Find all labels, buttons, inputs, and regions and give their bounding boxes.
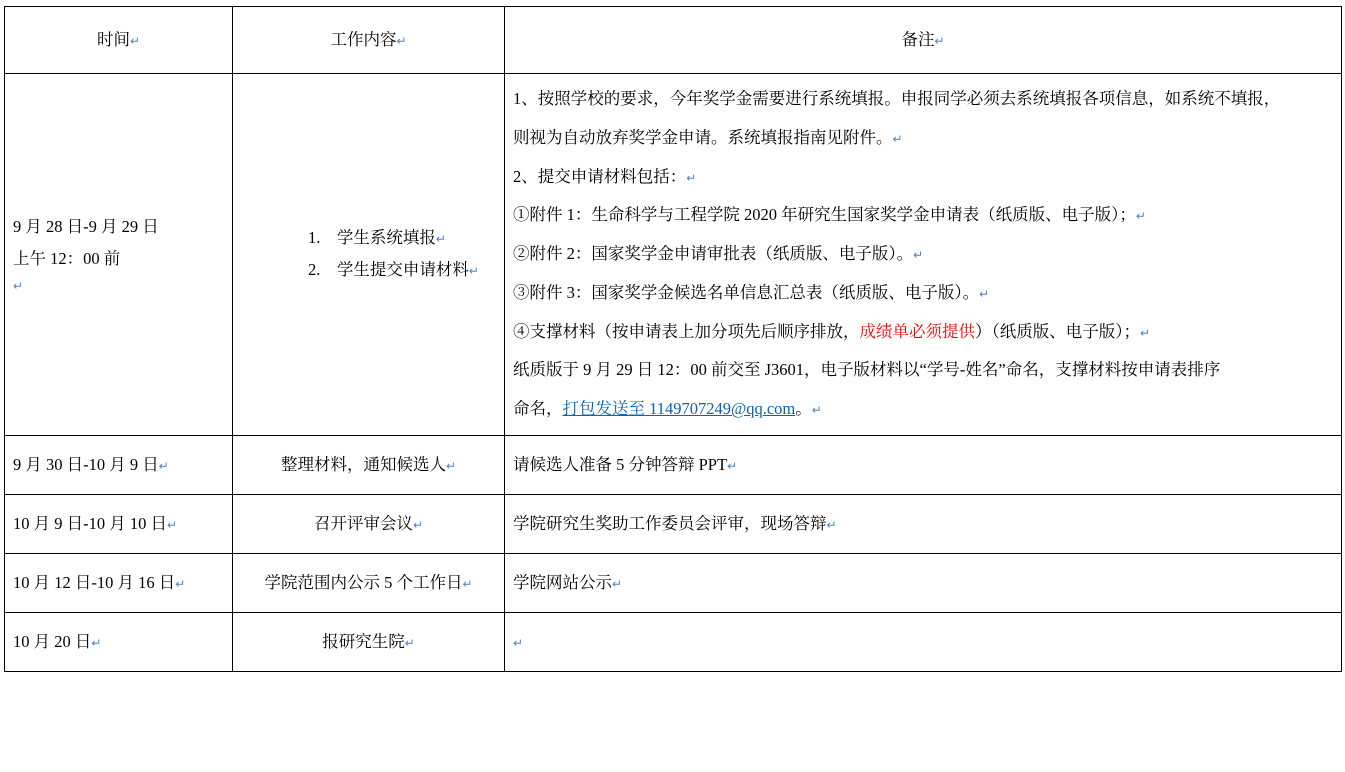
- work-item-label: 2. 学生提交申请材料: [308, 260, 469, 280]
- pilcrow-mark: ↵: [934, 33, 945, 48]
- pilcrow-mark: ↵: [435, 232, 446, 247]
- table-row: [5, 553, 1342, 612]
- note-text: 。: [795, 399, 812, 419]
- column-header-note: [505, 7, 1342, 74]
- cell-note: [505, 612, 1342, 671]
- pilcrow-mark: ↵: [462, 576, 473, 591]
- time-line: 9 月 28 日-9 月 29 日: [13, 216, 159, 236]
- work-label: 整理材料，通知候选人: [280, 454, 446, 474]
- column-header-time: [5, 7, 233, 74]
- work-label: 召开评审会议: [313, 513, 413, 533]
- note-text: 命名，: [513, 399, 563, 419]
- cell-time: [5, 74, 233, 436]
- column-header-time-label: 时间: [96, 29, 130, 49]
- cell-time: [5, 435, 233, 494]
- table-row: [5, 612, 1342, 671]
- note-highlight-text: 成绩单必须提供: [859, 321, 975, 341]
- note-text: 1、按照学校的要求，今年奖学金需要进行系统填报。申报同学必须去系统填报各项信息，如系统不填报，: [513, 89, 1281, 108]
- note-paragraph: [513, 390, 1333, 429]
- pilcrow-mark: ↵: [513, 635, 524, 650]
- pilcrow-mark: ↵: [412, 517, 424, 532]
- pilcrow-mark: ↵: [167, 517, 178, 532]
- table-row: [5, 435, 1342, 494]
- note-paragraph: [513, 158, 1333, 197]
- note-text: 2、提交申请材料包括：: [513, 166, 687, 186]
- column-header-note-label: 备注: [901, 29, 935, 49]
- note-paragraph: [513, 80, 1333, 119]
- pilcrow-mark: ↵: [13, 278, 24, 293]
- column-header-work: [233, 7, 505, 74]
- cell-note: [505, 435, 1342, 494]
- pilcrow-mark: ↵: [826, 517, 837, 532]
- pilcrow-mark: ↵: [129, 33, 141, 48]
- note-paragraph: [513, 235, 1333, 274]
- cell-work: [233, 553, 505, 612]
- note-label: 学院网站公示: [513, 572, 612, 592]
- pilcrow-mark: ↵: [404, 635, 415, 650]
- pilcrow-mark: ↵: [811, 403, 822, 418]
- table-row: [5, 74, 1342, 436]
- note-text: ④支撑材料（按申请表上加分项先后顺序排放，: [513, 321, 860, 341]
- note-paragraph: [513, 313, 1333, 352]
- list-item: [274, 222, 479, 254]
- note-paragraph: [513, 351, 1333, 390]
- note-text: ①附件 1：生命科学与工程学院 2020 年研究生国家奖学金申请表（纸质版、电子版）；: [513, 205, 1136, 225]
- cell-work: [233, 494, 505, 553]
- pilcrow-mark: ↵: [612, 576, 623, 591]
- pilcrow-mark: ↵: [158, 458, 169, 473]
- cell-time: [5, 553, 233, 612]
- pilcrow-mark: ↵: [1140, 325, 1151, 340]
- note-paragraph: [513, 274, 1333, 313]
- table-row: [5, 494, 1342, 553]
- note-text: 则视为自动放弃奖学金申请。系统填报指南见附件。: [513, 127, 893, 147]
- time-line: 10 月 9 日-10 月 10 日: [13, 513, 167, 533]
- note-label: 学院研究生奖助工作委员会评审，现场答辩: [513, 513, 827, 533]
- time-line: 10 月 12 日-10 月 16 日: [13, 572, 176, 592]
- pilcrow-mark: ↵: [892, 131, 903, 146]
- note-text: 纸质版于 9 月 29 日 12：00 前交至 J3601，电子版材料以“学号-姓名”命名，支撑材料按申请表排序: [513, 360, 1221, 380]
- cell-time: [5, 494, 233, 553]
- note-label: 请候选人准备 5 分钟答辩 PPT: [513, 454, 728, 474]
- cell-note: [505, 74, 1342, 436]
- cell-note: [505, 494, 1342, 553]
- cell-time: [5, 612, 233, 671]
- pilcrow-mark: ↵: [727, 458, 738, 473]
- note-text: ②附件 2：国家奖学金申请审批表（纸质版、电子版）。: [513, 244, 914, 264]
- cell-work: [233, 74, 505, 436]
- cell-note: [505, 553, 1342, 612]
- pilcrow-mark: ↵: [91, 635, 102, 650]
- column-header-work-label: 工作内容: [330, 29, 397, 49]
- time-line: 上午 12：00 前: [13, 248, 121, 268]
- pilcrow-mark: ↵: [396, 33, 407, 48]
- schedule-table: [4, 6, 1342, 672]
- work-label: 报研究生院: [322, 631, 405, 651]
- pilcrow-mark: ↵: [686, 170, 697, 185]
- pilcrow-mark: ↵: [979, 286, 990, 301]
- list-item: [274, 254, 479, 286]
- work-item-list: [258, 222, 479, 286]
- time-line: 9 月 30 日-10 月 9 日: [13, 454, 159, 474]
- pilcrow-mark: ↵: [1135, 209, 1146, 224]
- note-text: ）（纸质版、电子版）；: [975, 321, 1140, 341]
- work-label: 学院范围内公示 5 个工作日: [264, 572, 463, 592]
- email-link[interactable]: 打包发送至 1149707249@qq.com: [562, 399, 796, 419]
- cell-work: [233, 612, 505, 671]
- time-line: 10 月 20 日: [13, 631, 92, 651]
- pilcrow-mark: ↵: [445, 458, 457, 473]
- pilcrow-mark: ↵: [913, 248, 924, 263]
- pilcrow-mark: ↵: [468, 264, 479, 279]
- note-rich-text: [513, 80, 1333, 429]
- note-text: ③附件 3：国家奖学金候选名单信息汇总表（纸质版、电子版）。: [513, 282, 980, 302]
- note-paragraph: [513, 196, 1333, 235]
- note-paragraph: [513, 119, 1333, 158]
- work-item-label: 1. 学生系统填报: [308, 228, 436, 248]
- pilcrow-mark: ↵: [175, 576, 186, 591]
- table-header-row: [5, 7, 1342, 74]
- cell-work: [233, 435, 505, 494]
